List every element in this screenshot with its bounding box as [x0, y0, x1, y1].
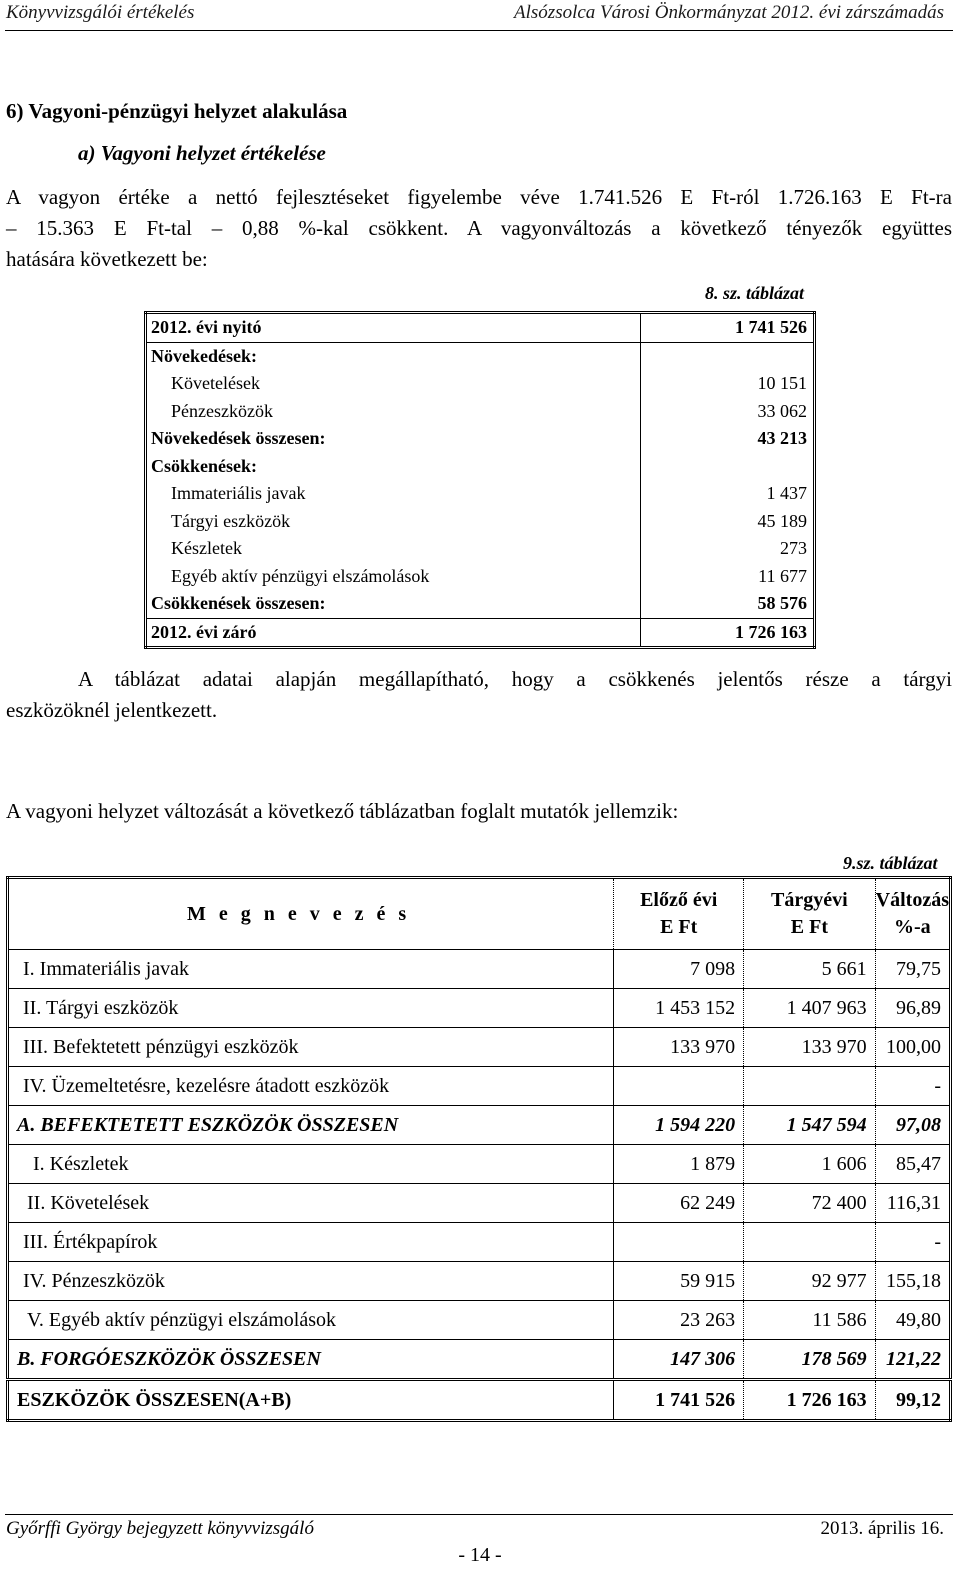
row-label: Egyéb aktív pénzügyi elszámolások [171, 565, 430, 586]
row-value: 1 437 [641, 480, 815, 508]
row-label: Növekedések összesen: [151, 428, 326, 449]
row-label: Immateriális javak [171, 483, 306, 504]
table-row: IV. Üzemeltetésre, kezelésre átadott eszközök - [8, 1067, 951, 1106]
table8-caption: 8. sz. táblázat [705, 283, 805, 303]
row-label: Csökkenések: [151, 455, 258, 476]
table-row: V. Egyéb aktív pénzügyi elszámolások 23 263 11 586 49,80 [8, 1301, 951, 1340]
row-value: 45 189 [641, 508, 815, 536]
row-value: 11 677 [641, 563, 815, 591]
row-value: 1 741 526 [641, 313, 815, 343]
table-row: I. Készletek 1 879 1 606 85,47 [8, 1145, 951, 1184]
table9-caption: 9.sz. táblázat [843, 853, 938, 873]
col-header-prev: Előző évi E Ft [614, 878, 744, 950]
row-label: Tárgyi eszközök [171, 510, 291, 531]
table8-conclusion [6, 664, 952, 726]
intro-line: A vagyon értéke a nettó fejlesztéseket figyelembe véve 1.741.526 E Ft-ról 1.726.163 E Ft-ra [6, 185, 952, 209]
intro-line: hatására következett be: [6, 247, 208, 271]
asset-indicators-table [6, 876, 952, 1422]
row-label: Növekedések: [151, 345, 257, 366]
row-value: 33 062 [641, 398, 815, 426]
asset-change-table [144, 311, 816, 649]
row-label: Csökkenések összesen: [151, 593, 326, 614]
conclusion-line: eszközöknél jelentkezett. [6, 698, 218, 722]
footer-rule [5, 1514, 953, 1515]
table-row: II. Tárgyi eszközök 1 453 152 1 407 963 96,89 [8, 989, 951, 1028]
header-right: Alsózsolca Városi Önkormányzat 2012. évi zárszámadás [514, 2, 944, 23]
table-row-subtotal: A. BEFEKTETETT ESZKÖZÖK ÖSSZESEN 1 594 220 1 547 594 97,08 [8, 1106, 951, 1145]
table-row: III. Értékpapírok - [8, 1223, 951, 1262]
table-row: I. Immateriális javak 7 098 5 661 79,75 [8, 950, 951, 989]
header-left: Könyvvizsgálói értékelés [6, 2, 195, 23]
row-value [641, 453, 815, 481]
section-subtitle: a) Vagyoni helyzet értékelése [78, 141, 326, 165]
page-footer [6, 1518, 944, 1540]
col-header-change: Változás %-a [875, 878, 950, 950]
footer-author: Győrffi György bejegyzett könyvvizsgáló [6, 1518, 314, 1539]
intro-line: – 15.363 E Ft-tal – 0,88 %-kal csökkent. A vagyonváltozás a következő tényezők együttes [6, 216, 952, 240]
row-label: Pénzeszközök [171, 400, 273, 421]
row-value [641, 342, 815, 370]
row-value: 10 151 [641, 370, 815, 398]
row-value: 1 726 163 [641, 618, 815, 648]
conclusion-line: A táblázat adatai alapján megállapítható, hogy a csökkenés jelentős része a tárgyi [78, 667, 952, 691]
row-label: 2012. évi nyitó [146, 313, 641, 343]
table9-intro: A vagyoni helyzet változását a következő táblázatban foglalt mutatók jellemzik: [6, 799, 679, 823]
footer-date: 2013. április 16. [820, 1518, 944, 1539]
table-row-total: ESZKÖZÖK ÖSSZESEN(A+B) 1 741 526 1 726 163 99,12 [8, 1380, 951, 1421]
table-row-subtotal: B. FORGÓESZKÖZÖK ÖSSZESEN 147 306 178 569 121,22 [8, 1340, 951, 1380]
row-value: 58 576 [641, 590, 815, 618]
header-rule [5, 30, 953, 31]
table-row: II. Követelések 62 249 72 400 116,31 [8, 1184, 951, 1223]
page-number: - 14 - [458, 1544, 502, 1566]
table-row: III. Befektetett pénzügyi eszközök 133 970 133 970 100,00 [8, 1028, 951, 1067]
section-title: 6) Vagyoni-pénzügyi helyzet alakulása [6, 99, 348, 123]
row-label: Készletek [171, 538, 242, 559]
row-label: 2012. évi záró [146, 618, 641, 648]
row-value: 273 [641, 535, 815, 563]
intro-paragraph [6, 182, 952, 275]
col-header-current: Tárgyévi E Ft [744, 878, 876, 950]
col-header-name: M e g n e v e z é s [187, 902, 411, 925]
row-value: 43 213 [641, 425, 815, 453]
page-header [6, 2, 944, 24]
row-label: Követelések [171, 373, 260, 394]
table-row: IV. Pénzeszközök 59 915 92 977 155,18 [8, 1262, 951, 1301]
